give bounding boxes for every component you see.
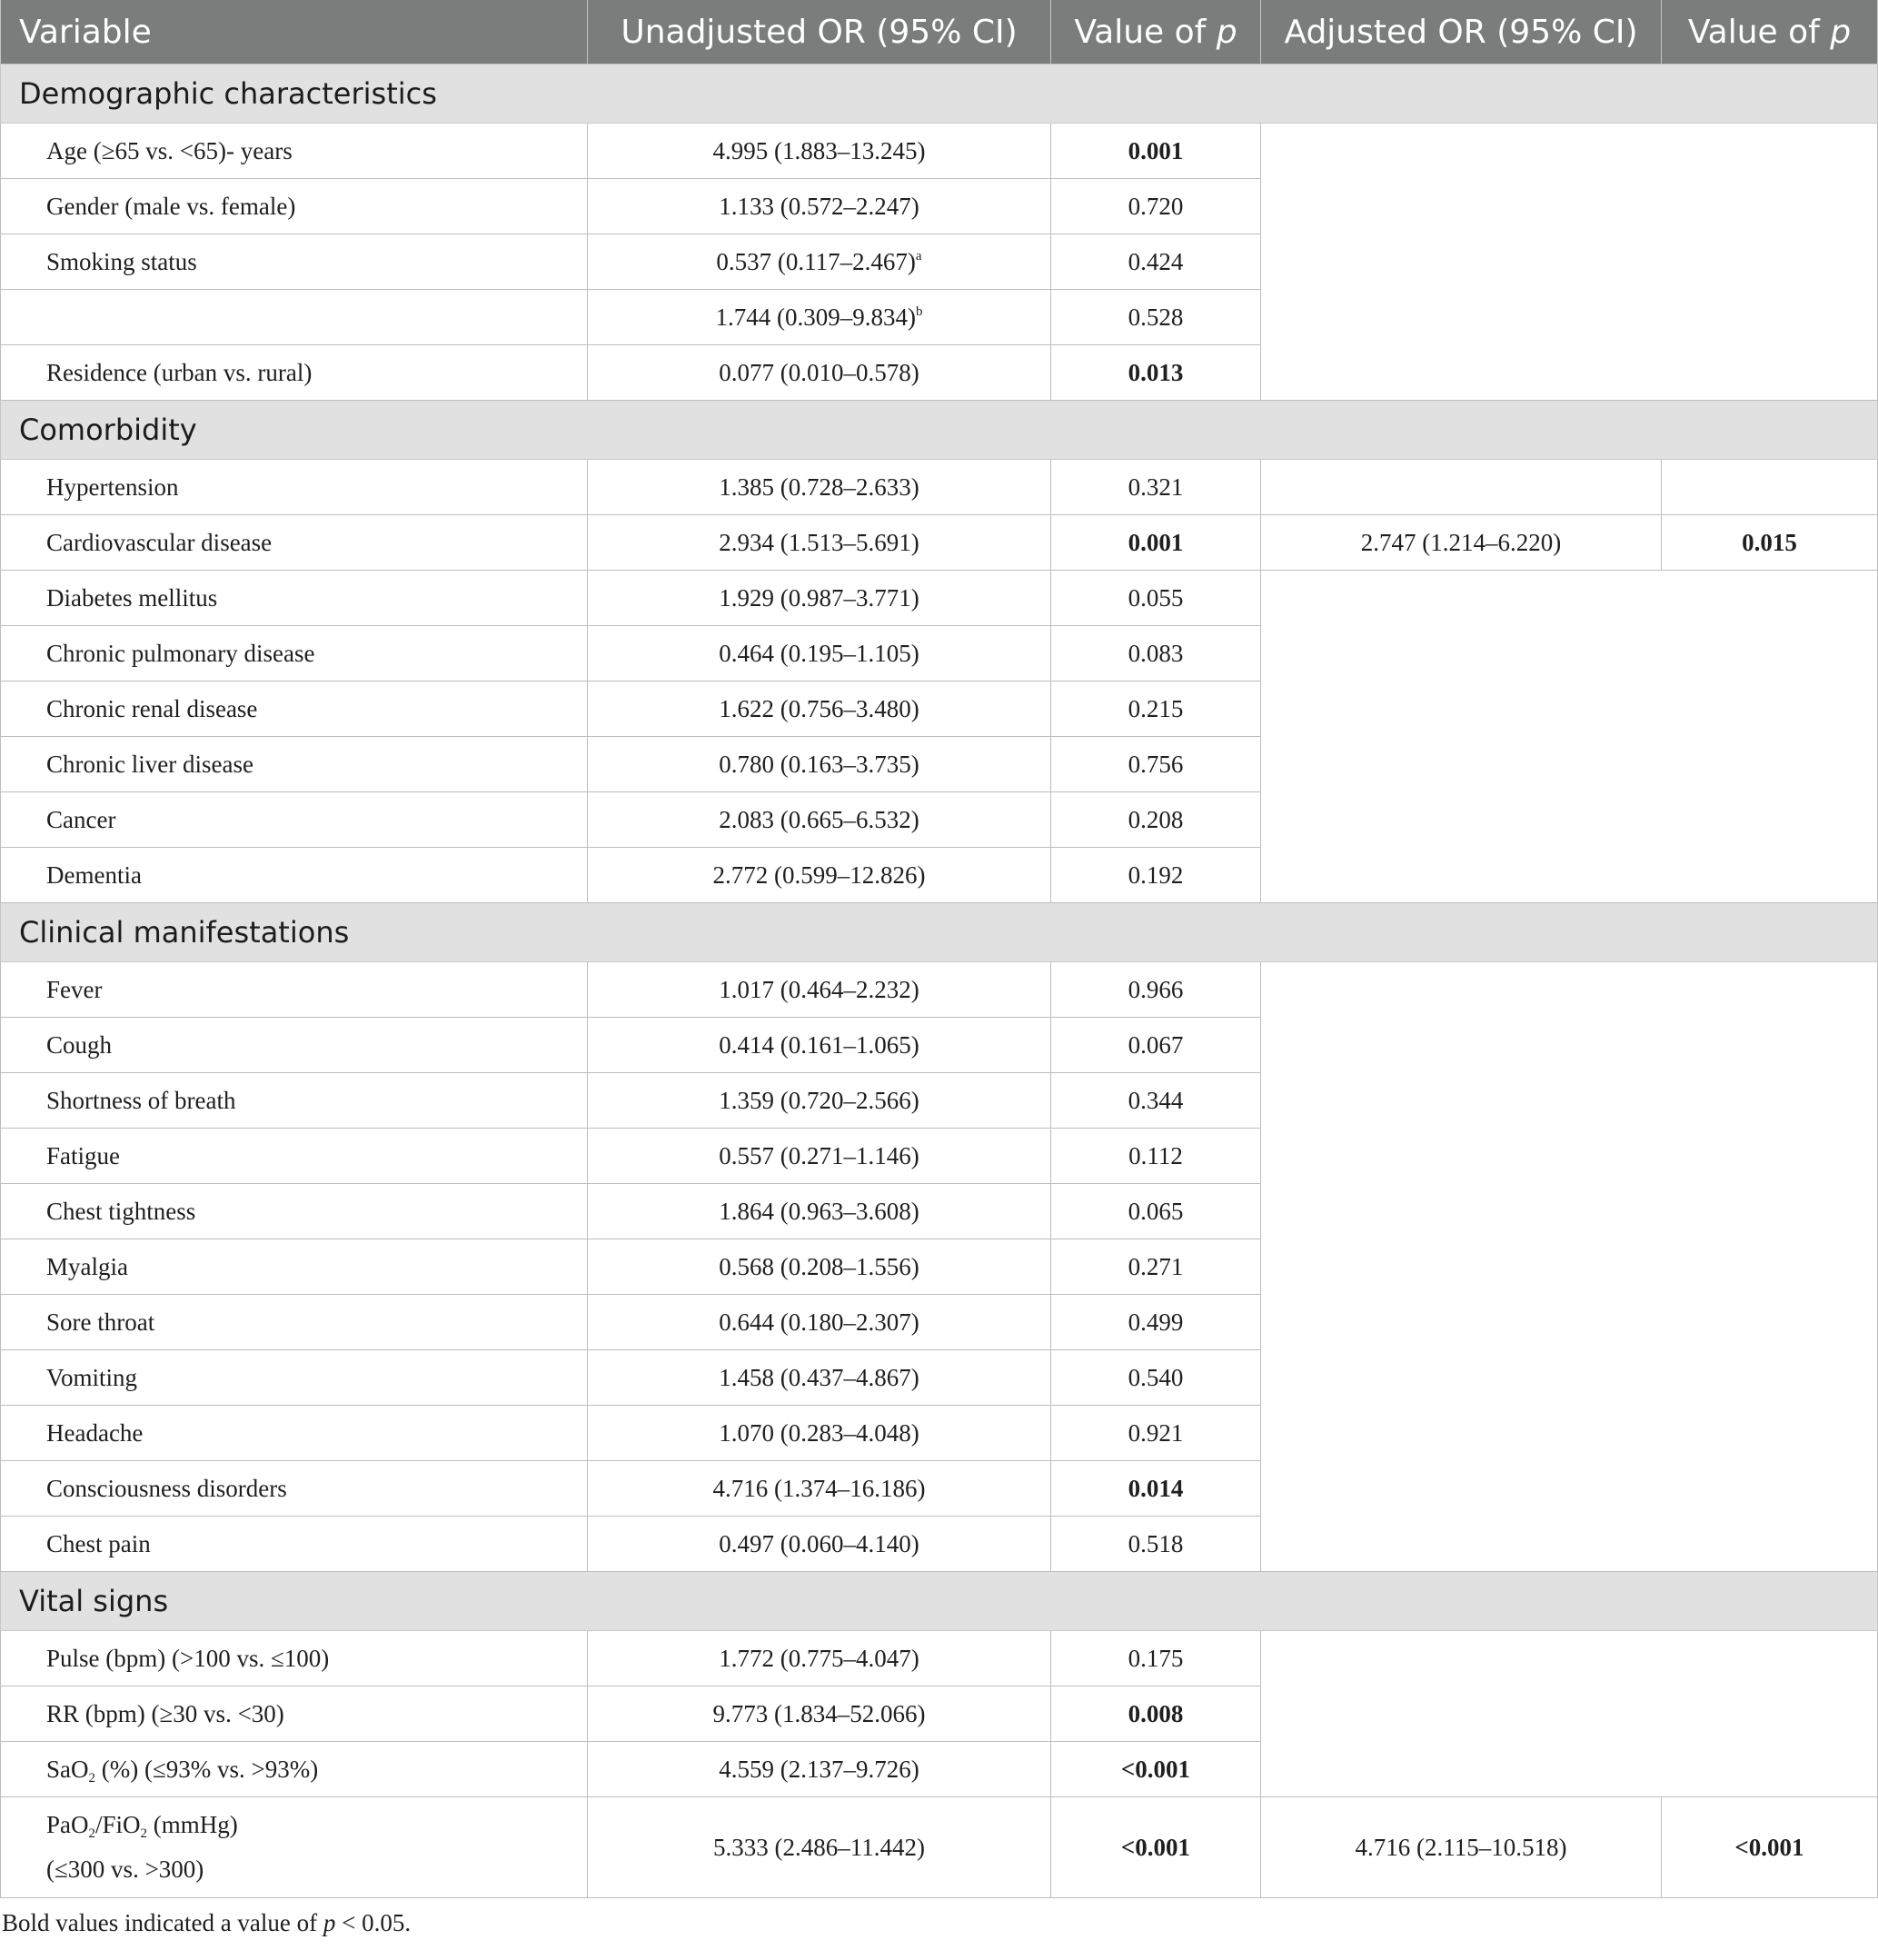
table-row xyxy=(1,571,1878,626)
p-value-cell: 0.083 xyxy=(1051,626,1261,682)
adjusted-empty-cell xyxy=(1261,962,1878,1572)
variable-cell: Dementia xyxy=(1,848,588,903)
unadjusted-or-cell: 9.773 (1.834–52.066) xyxy=(588,1686,1051,1742)
table-row xyxy=(1,124,1878,179)
p-value-cell: 0.966 xyxy=(1051,962,1261,1018)
adjusted-or-cell xyxy=(1261,460,1662,515)
variable-text: /FiO xyxy=(95,1811,141,1838)
unadjusted-or-cell: 4.559 (2.137–9.726) xyxy=(588,1742,1051,1797)
variable-text: (mmHg) xyxy=(147,1811,238,1838)
p-value-cell: 0.499 xyxy=(1051,1295,1261,1350)
footnote-marker: a xyxy=(915,248,922,264)
section-comorbidity xyxy=(1,401,1878,460)
variable-cell: Gender (male vs. female) xyxy=(1,179,588,234)
header-adjusted-p-value xyxy=(1662,0,1878,65)
variable-cell: Chronic pulmonary disease xyxy=(1,626,588,682)
p-value-cell: 0.112 xyxy=(1051,1129,1261,1184)
p-value-cell: 0.720 xyxy=(1051,179,1261,234)
variable-cell: Cancer xyxy=(1,792,588,848)
p-value-cell: 0.271 xyxy=(1051,1239,1261,1295)
unadjusted-or-cell: 4.995 (1.883–13.245) xyxy=(588,124,1051,179)
p-value-cell: <0.001 xyxy=(1051,1797,1261,1898)
section-title: Clinical manifestations xyxy=(1,903,1878,962)
variable-cell: Vomiting xyxy=(1,1350,588,1406)
subscript: 2 xyxy=(88,1770,95,1786)
variable-cell: Fatigue xyxy=(1,1129,588,1184)
p-value-cell: 0.001 xyxy=(1051,124,1261,179)
variable-cell: Diabetes mellitus xyxy=(1,571,588,626)
header-p-symbol: p xyxy=(1216,13,1237,51)
variable-text-line2: (≤300 vs. >300) xyxy=(46,1856,204,1883)
header-p-prefix: Value of xyxy=(1074,13,1217,51)
header-variable: Variable xyxy=(1,0,588,65)
unadjusted-or-cell: 2.083 (0.665–6.532) xyxy=(588,792,1051,848)
header-p-value xyxy=(1051,0,1261,65)
variable-cell: Smoking status xyxy=(1,234,588,290)
variable-cell: Fever xyxy=(1,962,588,1018)
unadjusted-or-cell: 0.497 (0.060–4.140) xyxy=(588,1517,1051,1572)
variable-cell: Headache xyxy=(1,1406,588,1461)
p-value-cell: 0.208 xyxy=(1051,792,1261,848)
footnote-suffix: < 0.05. xyxy=(335,1909,412,1936)
variable-cell: Sore throat xyxy=(1,1295,588,1350)
variable-cell: Pulse (bpm) (>100 vs. ≤100) xyxy=(1,1631,588,1686)
unadjusted-or-cell: 1.622 (0.756–3.480) xyxy=(588,682,1051,737)
p-value-cell: 0.215 xyxy=(1051,682,1261,737)
unadjusted-or-cell: 1.458 (0.437–4.867) xyxy=(588,1350,1051,1406)
unadjusted-or-cell: 0.644 (0.180–2.307) xyxy=(588,1295,1051,1350)
section-title: Comorbidity xyxy=(1,401,1878,460)
header-adjusted-p-symbol: p xyxy=(1830,13,1852,51)
p-value-cell: 0.008 xyxy=(1051,1686,1261,1742)
variable-cell: Chronic renal disease xyxy=(1,682,588,737)
or-value: 0.537 (0.117–2.467) xyxy=(716,247,916,275)
table-row xyxy=(1,1631,1878,1686)
table-header xyxy=(1,0,1878,65)
section-clinical xyxy=(1,903,1878,962)
variable-cell: Chronic liver disease xyxy=(1,737,588,792)
unadjusted-or-cell: 0.780 (0.163–3.735) xyxy=(588,737,1051,792)
p-value-cell: 0.756 xyxy=(1051,737,1261,792)
p-value-cell: 0.921 xyxy=(1051,1406,1261,1461)
unadjusted-or-cell: 0.557 (0.271–1.146) xyxy=(588,1129,1051,1184)
variable-cell: Consciousness disorders xyxy=(1,1461,588,1517)
section-title: Vital signs xyxy=(1,1572,1878,1631)
unadjusted-or-cell: 1.017 (0.464–2.232) xyxy=(588,962,1051,1018)
adjusted-or-cell: 2.747 (1.214–6.220) xyxy=(1261,515,1662,571)
variable-cell: Cough xyxy=(1,1018,588,1073)
unadjusted-or-cell: 2.772 (0.599–12.826) xyxy=(588,848,1051,903)
table-footnote xyxy=(0,1909,1878,1937)
variable-cell: Hypertension xyxy=(1,460,588,515)
unadjusted-or-cell: 1.385 (0.728–2.633) xyxy=(588,460,1051,515)
unadjusted-or-cell: 1.359 (0.720–2.566) xyxy=(588,1073,1051,1129)
unadjusted-or-cell: 0.568 (0.208–1.556) xyxy=(588,1239,1051,1295)
unadjusted-or-cell: 2.934 (1.513–5.691) xyxy=(588,515,1051,571)
footnote-marker: b xyxy=(915,303,923,319)
p-value-cell: 0.192 xyxy=(1051,848,1261,903)
adjusted-empty-cell xyxy=(1261,571,1878,903)
variable-cell: Shortness of breath xyxy=(1,1073,588,1129)
unadjusted-or-cell: 1.929 (0.987–3.771) xyxy=(588,571,1051,626)
footnote-p-symbol: p xyxy=(323,1909,336,1936)
p-value-cell: 0.065 xyxy=(1051,1184,1261,1239)
adjusted-p-value-cell: 0.015 xyxy=(1662,515,1878,571)
variable-cell xyxy=(1,1797,588,1898)
adjusted-empty-cell xyxy=(1261,1631,1878,1797)
adjusted-p-value-cell: <0.001 xyxy=(1662,1797,1878,1898)
variable-cell xyxy=(1,1742,588,1797)
unadjusted-or-cell: 4.716 (1.374–16.186) xyxy=(588,1461,1051,1517)
variable-cell: Age (≥65 vs. <65)- years xyxy=(1,124,588,179)
unadjusted-or-cell: 1.070 (0.283–4.048) xyxy=(588,1406,1051,1461)
unadjusted-or-cell: 0.414 (0.161–1.065) xyxy=(588,1018,1051,1073)
variable-text: SaO xyxy=(46,1755,89,1783)
subscript: 2 xyxy=(140,1826,148,1841)
header-unadjusted-or: Unadjusted OR (95% CI) xyxy=(588,0,1051,65)
unadjusted-or-cell: 1.133 (0.572–2.247) xyxy=(588,179,1051,234)
variable-cell: Cardiovascular disease xyxy=(1,515,588,571)
variable-cell: Chest pain xyxy=(1,1517,588,1572)
p-value-cell: 0.001 xyxy=(1051,515,1261,571)
or-value: 1.744 (0.309–9.834) xyxy=(715,303,916,331)
footnote-prefix: Bold values indicated a value of xyxy=(2,1909,323,1936)
p-value-cell: 0.321 xyxy=(1051,460,1261,515)
unadjusted-or-cell xyxy=(588,290,1051,345)
p-value-cell: 0.055 xyxy=(1051,571,1261,626)
p-value-cell: 0.175 xyxy=(1051,1631,1261,1686)
unadjusted-or-cell: 1.864 (0.963–3.608) xyxy=(588,1184,1051,1239)
table-row xyxy=(1,460,1878,515)
unadjusted-or-cell: 0.077 (0.010–0.578) xyxy=(588,345,1051,401)
adjusted-empty-cell xyxy=(1261,124,1878,401)
p-value-cell: 0.424 xyxy=(1051,234,1261,290)
table-row xyxy=(1,962,1878,1018)
table-row xyxy=(1,515,1878,571)
header-adjusted-or: Adjusted OR (95% CI) xyxy=(1261,0,1662,65)
subscript: 2 xyxy=(88,1826,95,1841)
section-vital-signs xyxy=(1,1572,1878,1631)
section-title: Demographic characteristics xyxy=(1,65,1878,124)
unadjusted-or-cell: 5.333 (2.486–11.442) xyxy=(588,1797,1051,1898)
p-value-cell: 0.344 xyxy=(1051,1073,1261,1129)
section-demographic xyxy=(1,65,1878,124)
unadjusted-or-cell xyxy=(588,234,1051,290)
p-value-cell: <0.001 xyxy=(1051,1742,1261,1797)
header-adjusted-p-prefix: Value of xyxy=(1687,13,1831,51)
unadjusted-or-cell: 1.772 (0.775–4.047) xyxy=(588,1631,1051,1686)
adjusted-p-value-cell xyxy=(1662,460,1878,515)
variable-cell xyxy=(1,290,588,345)
p-value-cell: 0.518 xyxy=(1051,1517,1261,1572)
variable-cell: Myalgia xyxy=(1,1239,588,1295)
variable-cell: RR (bpm) (≥30 vs. <30) xyxy=(1,1686,588,1742)
p-value-cell: 0.013 xyxy=(1051,345,1261,401)
variable-text: PaO xyxy=(46,1811,89,1838)
table-row xyxy=(1,1797,1878,1898)
variable-cell: Residence (urban vs. rural) xyxy=(1,345,588,401)
variable-cell: Chest tightness xyxy=(1,1184,588,1239)
p-value-cell: 0.014 xyxy=(1051,1461,1261,1517)
adjusted-or-cell: 4.716 (2.115–10.518) xyxy=(1261,1797,1662,1898)
variable-text: (%) (≤93% vs. >93%) xyxy=(95,1755,319,1783)
p-value-cell: 0.540 xyxy=(1051,1350,1261,1406)
p-value-cell: 0.528 xyxy=(1051,290,1261,345)
p-value-cell: 0.067 xyxy=(1051,1018,1261,1073)
unadjusted-or-cell: 0.464 (0.195–1.105) xyxy=(588,626,1051,682)
